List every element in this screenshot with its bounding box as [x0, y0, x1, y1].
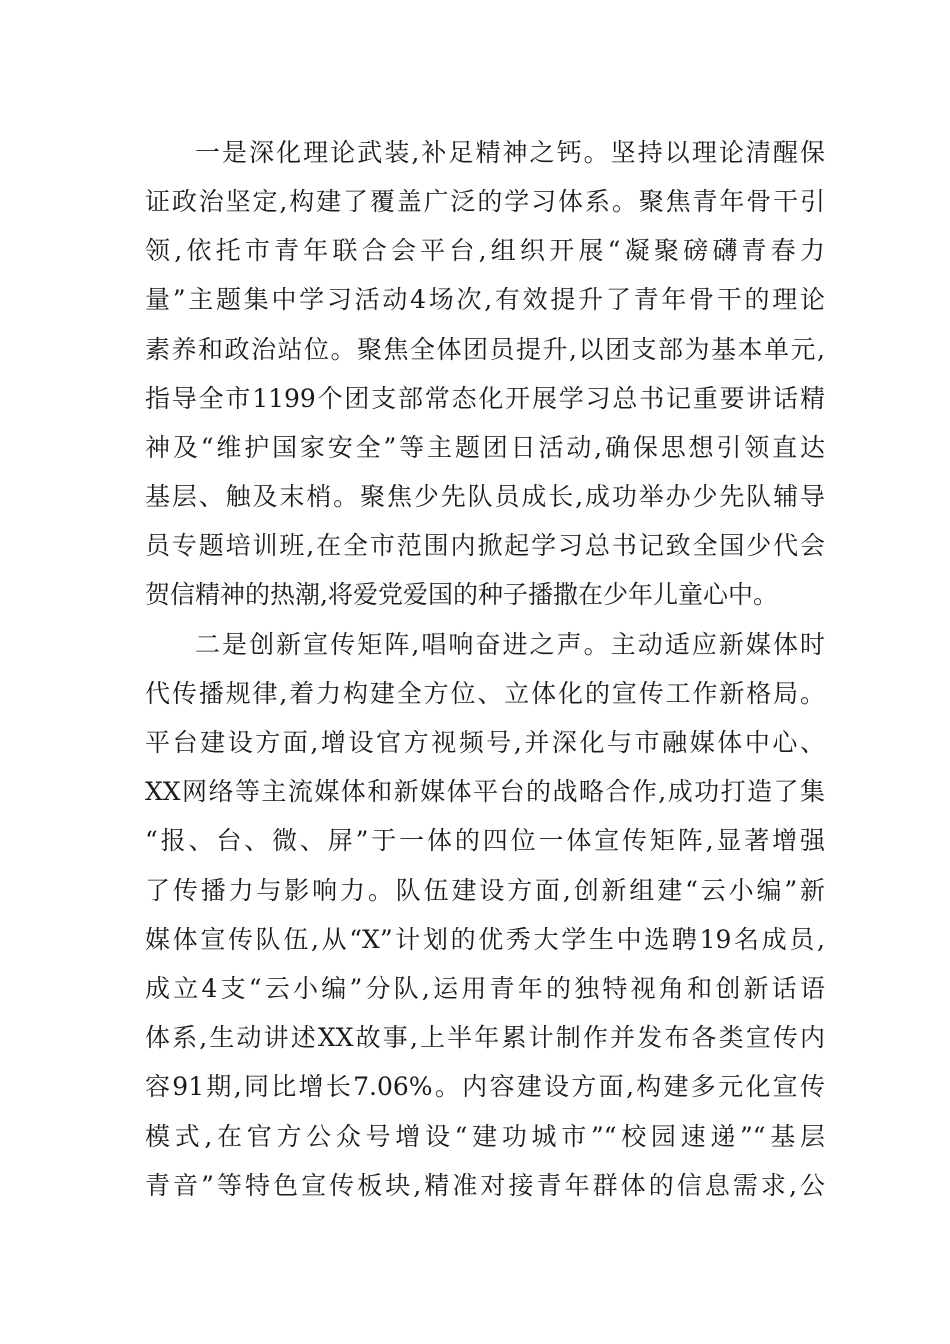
paragraph-1-line-5: 素养和政治站位。聚焦全体团员提升,以团支部为基本单元, — [145, 335, 825, 364]
paragraph-1-line-8: 基层、触及末梢。聚焦少先队员成长,成功举办少先队辅导 — [145, 482, 825, 511]
paragraph-1-line-3: 领,依托市青年联合会平台,组织开展“凝聚磅礴青春力 — [145, 236, 825, 265]
paragraph-2-line-12: 青音”等特色宣传板块,精准对接青年群体的信息需求,公 — [145, 1171, 825, 1200]
paragraph-2-line-3: 平台建设方面,增设官方视频号,并深化与市融媒体中心、 — [145, 728, 825, 757]
paragraph-2-line-10: 容91期,同比增长7.06%。内容建设方面,构建多元化宣传 — [145, 1072, 825, 1101]
paragraph-2-line-1: 二是创新宣传矩阵,唱响奋进之声。主动适应新媒体时 — [195, 630, 825, 659]
paragraph-2-line-9: 体系,生动讲述XX故事,上半年累计制作并发布各类宣传内 — [145, 1023, 825, 1052]
paragraph-2-line-2: 代传播规律,着力构建全方位、立体化的宣传工作新格局。 — [145, 679, 825, 708]
paragraph-1-line-9: 员专题培训班,在全市范围内掀起学习总书记致全国少代会 — [145, 531, 825, 560]
paragraph-1-line-1: 一是深化理论武装,补足精神之钙。坚持以理论清醒保 — [195, 138, 825, 167]
paragraph-1-line-4: 量”主题集中学习活动4场次,有效提升了青年骨干的理论 — [145, 285, 825, 314]
paragraph-2-line-5: “报、台、微、屏”于一体的四位一体宣传矩阵,显著增强 — [145, 826, 825, 855]
paragraph-1-line-7: 神及“维护国家安全”等主题团日活动,确保思想引领直达 — [145, 433, 825, 462]
paragraph-2-line-11: 模式,在官方公众号增设“建功城市”“校园速递”“基层 — [145, 1122, 825, 1151]
paragraph-1-line-10: 贺信精神的热潮,将爱党爱国的种子播撒在少年儿童心中。 — [145, 580, 778, 609]
paragraph-1-line-6: 指导全市1199个团支部常态化开展学习总书记重要讲话精 — [145, 384, 825, 413]
paragraph-2-line-4: XX网络等主流媒体和新媒体平台的战略合作,成功打造了集 — [145, 777, 825, 806]
paragraph-2-line-6: 了传播力与影响力。队伍建设方面,创新组建“云小编”新 — [145, 876, 825, 905]
paragraph-1-line-2: 证政治坚定,构建了覆盖广泛的学习体系。聚焦青年骨干引 — [145, 187, 825, 216]
paragraph-2-line-8: 成立4支“云小编”分队,运用青年的独特视角和创新话语 — [145, 974, 825, 1003]
paragraph-2-line-7: 媒体宣传队伍,从“X”计划的优秀大学生中选聘19名成员, — [145, 925, 825, 954]
